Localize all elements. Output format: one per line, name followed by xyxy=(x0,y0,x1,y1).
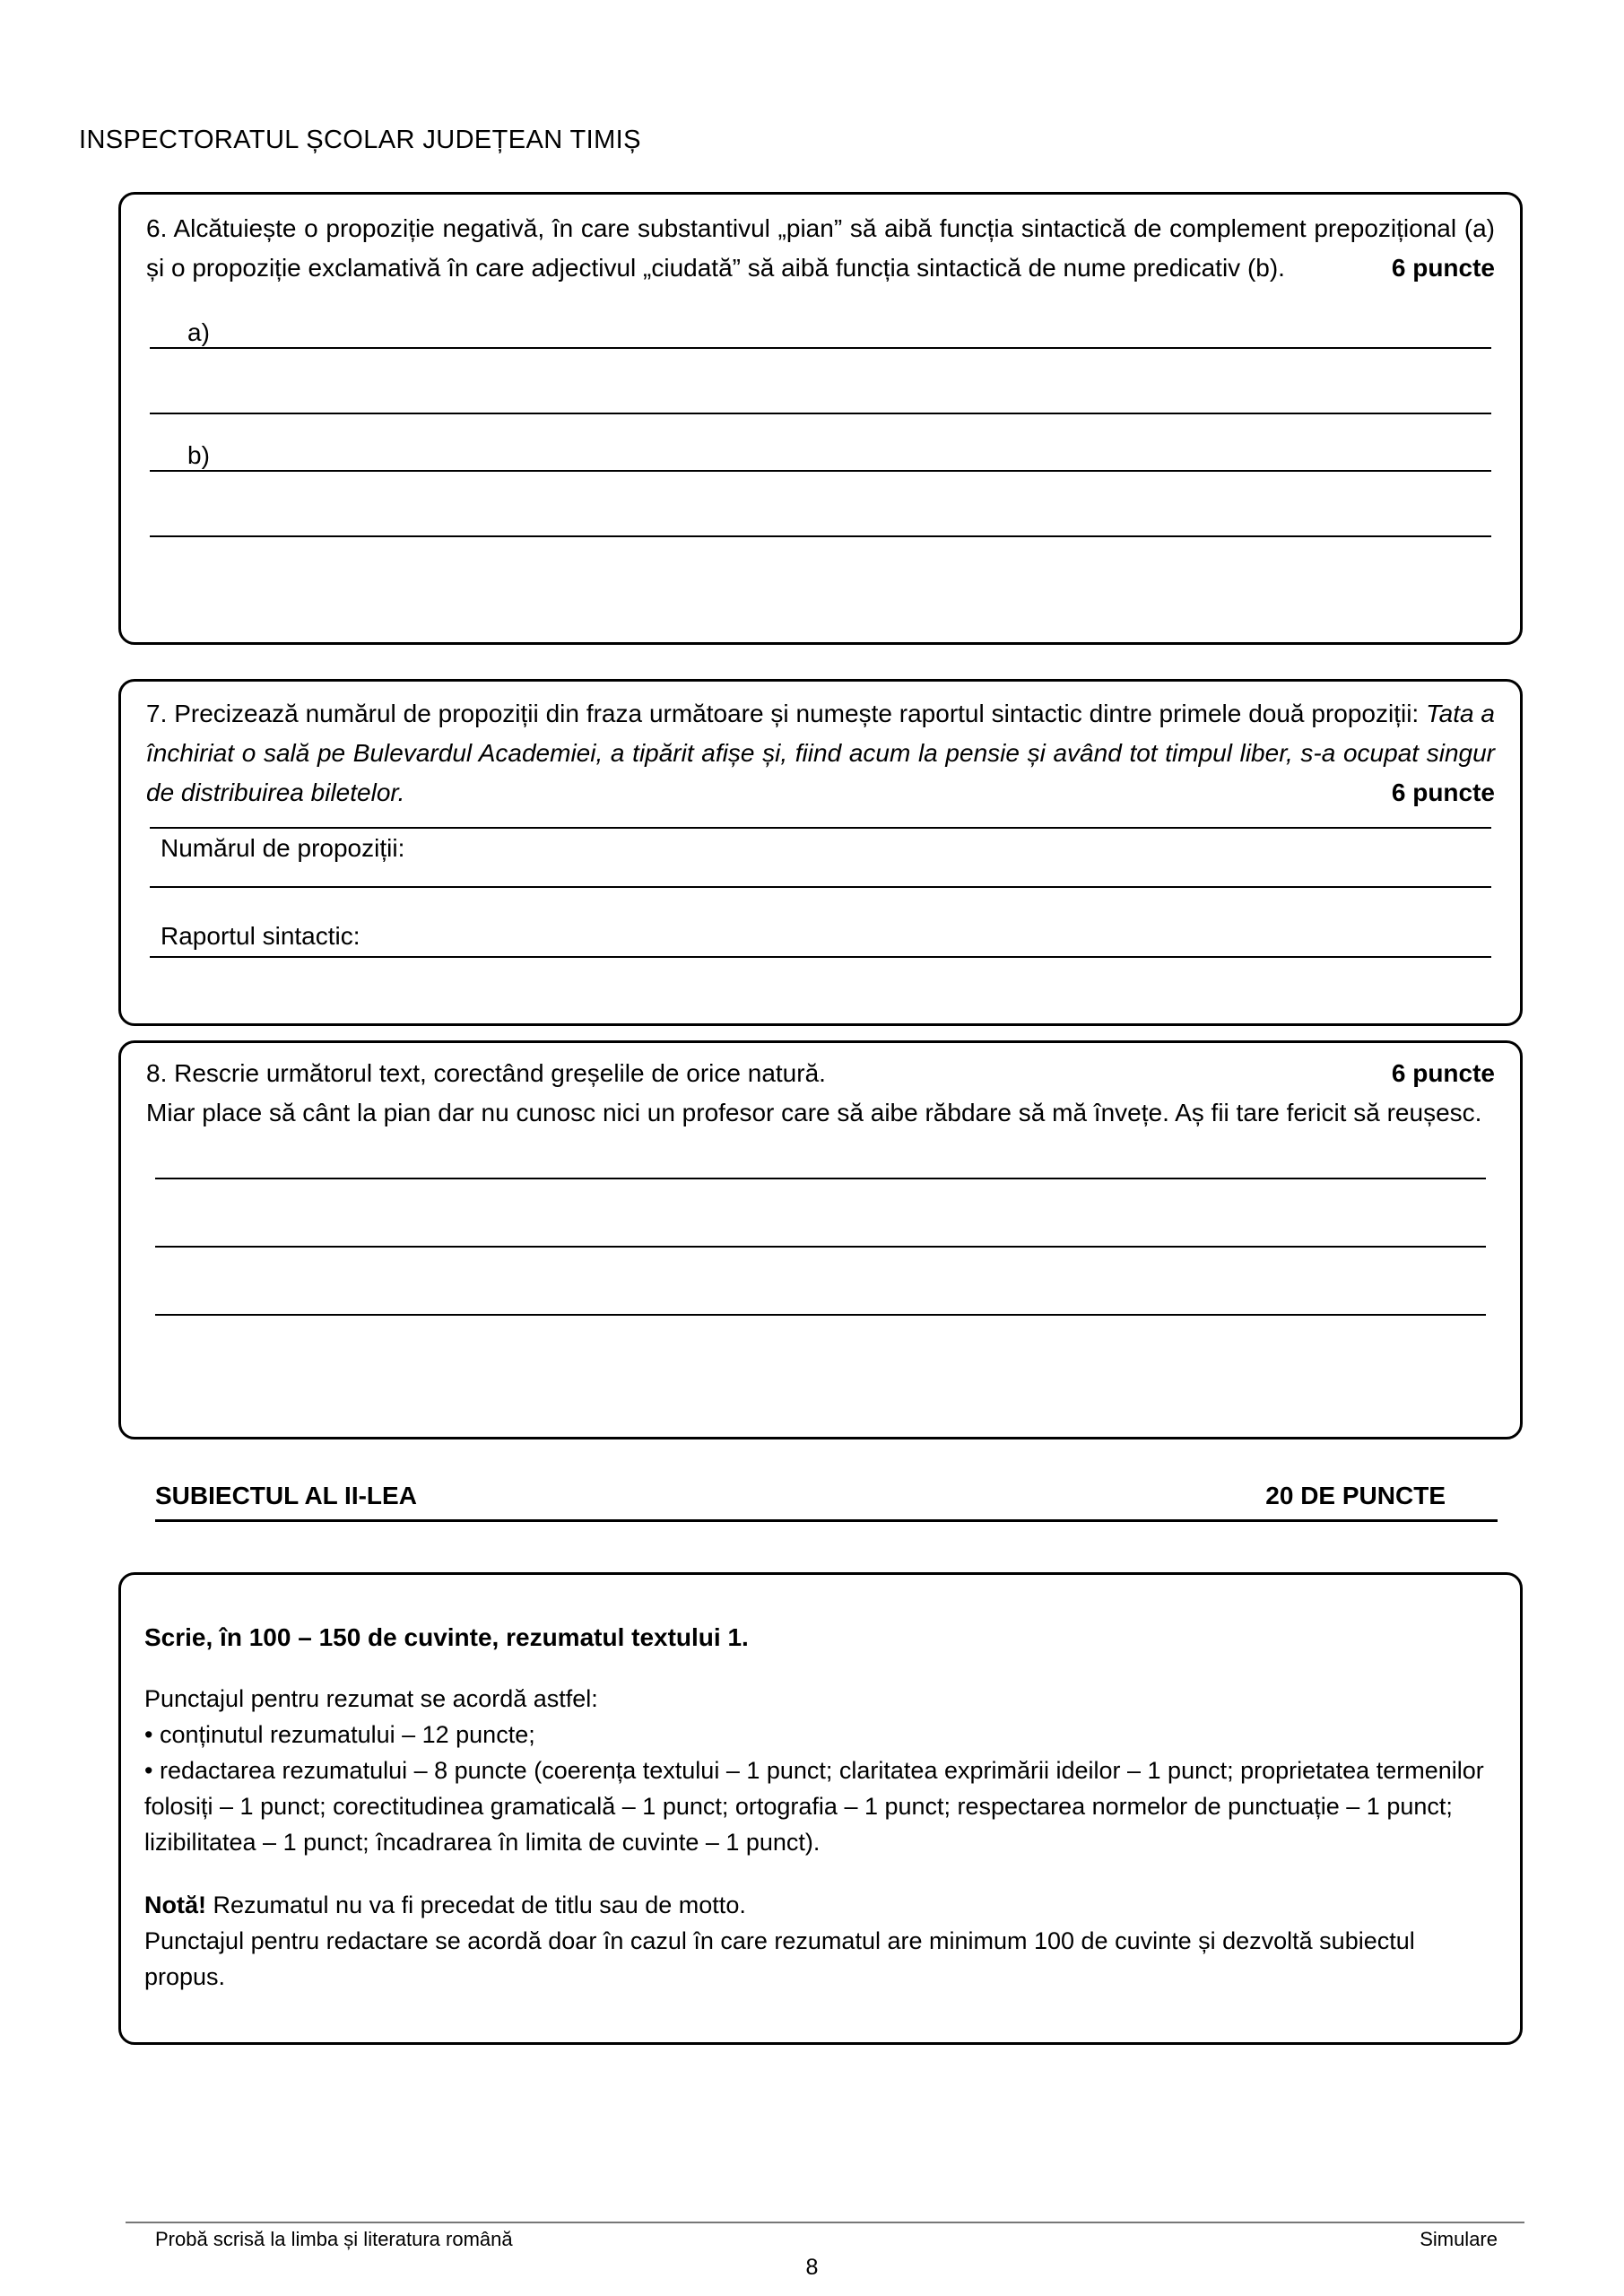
answer-line xyxy=(150,472,1491,537)
answer-line xyxy=(155,1248,1486,1316)
task-box xyxy=(118,1572,1523,2045)
task-note-label: Notă! xyxy=(144,1892,206,1918)
question-8-prompt: 8. Rescrie următorul text, corectând greșelile de orice natură. xyxy=(146,1059,826,1087)
footer-right-text: Simulare xyxy=(1420,2228,1498,2250)
answer-label-a: a) xyxy=(187,318,210,346)
task-note xyxy=(144,1887,1497,1995)
section-2-points: 20 DE PUNCTE xyxy=(1265,1482,1446,1509)
task-scoring-bullet-1: • conținutul rezumatului – 12 puncte; xyxy=(144,1721,535,1748)
section-2-title: SUBIECTUL AL II-LEA xyxy=(155,1482,417,1509)
question-8-points: 6 puncte xyxy=(1391,1059,1495,1087)
label-syntactic-relation: Raportul sintactic: xyxy=(150,911,1491,958)
task-scoring xyxy=(144,1681,1497,1860)
task-note-text: Rezumatul nu va fi precedat de titlu sau de motto. xyxy=(206,1892,746,1918)
page-number: 8 xyxy=(805,2255,819,2280)
question-8-box xyxy=(118,1040,1523,1439)
answer-line xyxy=(155,1133,1486,1179)
task-note-line-2: Punctajul pentru redactare se acordă doar în cazul în care rezumatul are minimum 100 de cuvinte și dezvoltă subiectul propus. xyxy=(144,1927,1415,1990)
question-8-body-text: Miar place să cânt la pian dar nu cunosc nici un profesor care să aibe răbdare să mă învețe. Aș fii tare fericit să reușesc. xyxy=(146,1099,1482,1126)
question-7-box xyxy=(118,679,1523,1026)
task-scoring-intro: Punctajul pentru rezumat se acordă astfel: xyxy=(144,1685,598,1712)
answer-line xyxy=(155,1179,1486,1248)
question-7-quote: Tata a închiriat o sală pe Bulevardul Academiei, a tipărit afișe și, fiind acum la pensie și având tot timpul liber, s-a ocupat singur de distribuirea biletelor. xyxy=(146,700,1495,806)
task-title: Scrie, în 100 – 150 de cuvinte, rezumatul textului 1. xyxy=(144,1623,749,1651)
question-6-text xyxy=(146,209,1495,288)
answer-line xyxy=(150,349,1491,414)
answer-line-b xyxy=(150,414,1491,472)
question-6-points: 6 puncte xyxy=(1379,248,1495,288)
question-7-text xyxy=(146,694,1495,813)
section-2-heading xyxy=(155,1482,1498,1522)
footer-left-text: Probă scrisă la limba și literatura română xyxy=(155,2228,513,2250)
question-8-header xyxy=(146,1054,1495,1093)
question-6-statement: 6. Alcătuiește o propoziție negativă, în care substantivul „pian” să aibă funcția sintactică de complement prepozițional (a) și o propoziție exclamativă în care adjectivul „ciudată” să aibă funcția sintactică de nume predicativ (b). xyxy=(146,214,1495,282)
question-6-box xyxy=(118,192,1523,645)
task-note-line-1 xyxy=(144,1887,1497,1923)
task-scoring-bullet-2: • redactarea rezumatului – 8 puncte (coerența textului – 1 punct; claritatea exprimării ideilor – 1 punct; proprietatea termenilor folosiți – 1 punct; corectitudinea gramaticală – 1 punct; ortografia – 1 punct; respectarea normelor de punctuație – 1 punct; lizibilitatea – 1 punct; încadrarea în limita de cuvinte – 1 punct). xyxy=(144,1757,1484,1856)
question-7-points: 6 puncte xyxy=(1379,773,1495,813)
question-7-statement: 7. Precizează numărul de propoziții din fraza următoare și numește raportul sintactic dintre primele două propoziții: xyxy=(146,700,1427,727)
footer xyxy=(155,2228,1498,2251)
page-title: INSPECTORATUL ȘCOLAR JUDEȚEAN TIMIȘ xyxy=(79,126,641,154)
answer-line-a xyxy=(150,308,1491,349)
footer-divider xyxy=(126,2222,1524,2223)
label-number-of-clauses: Numărul de propoziții: xyxy=(150,829,1491,888)
answer-label-b: b) xyxy=(187,441,210,469)
